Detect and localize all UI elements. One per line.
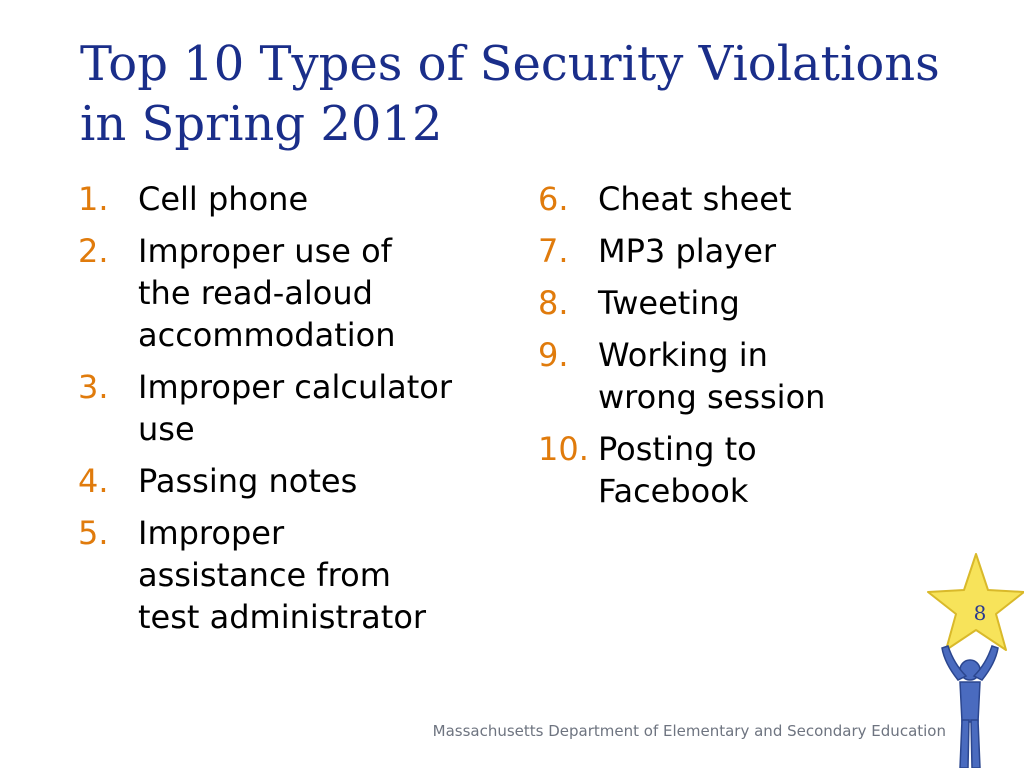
item-number: 1. [78, 180, 109, 218]
list-item [538, 178, 868, 220]
violations-list-left [78, 178, 498, 648]
item-number: 5. [78, 514, 109, 552]
violations-list-right [538, 178, 868, 522]
list-item [538, 428, 868, 512]
list-item [78, 230, 498, 356]
item-text: Cell phone [138, 180, 309, 218]
item-text: Tweeting [598, 284, 740, 322]
item-number: 9. [538, 336, 569, 374]
item-number: 10. [538, 430, 589, 468]
item-number: 2. [78, 232, 109, 270]
footer-organization: Massachusetts Department of Elementary and Secondary Education [432, 722, 946, 740]
list-item [78, 460, 498, 502]
list-item [538, 282, 868, 324]
star-person-icon [916, 552, 1024, 768]
list-item [78, 366, 498, 450]
item-number: 7. [538, 232, 569, 270]
list-item [78, 178, 498, 220]
item-number: 6. [538, 180, 569, 218]
item-text: MP3 player [598, 232, 777, 270]
list-item [78, 512, 498, 638]
item-number: 8. [538, 284, 569, 322]
item-text: Improper use of the read-aloud accommodation [138, 232, 396, 354]
list-item [538, 230, 868, 272]
item-text: Passing notes [138, 462, 358, 500]
list-item [538, 334, 868, 418]
page-number: 8 [973, 601, 987, 625]
item-text: Improper calculator use [138, 368, 453, 448]
slide-title: Top 10 Types of Security Violations in Spring 2012 [80, 36, 940, 152]
item-number: 3. [78, 368, 109, 406]
item-text: Posting to Facebook [598, 430, 757, 510]
item-text: Improper assistance from test administrator [138, 514, 427, 636]
item-number: 4. [78, 462, 109, 500]
item-text: Cheat sheet [598, 180, 792, 218]
item-text: Working in wrong session [598, 336, 826, 416]
